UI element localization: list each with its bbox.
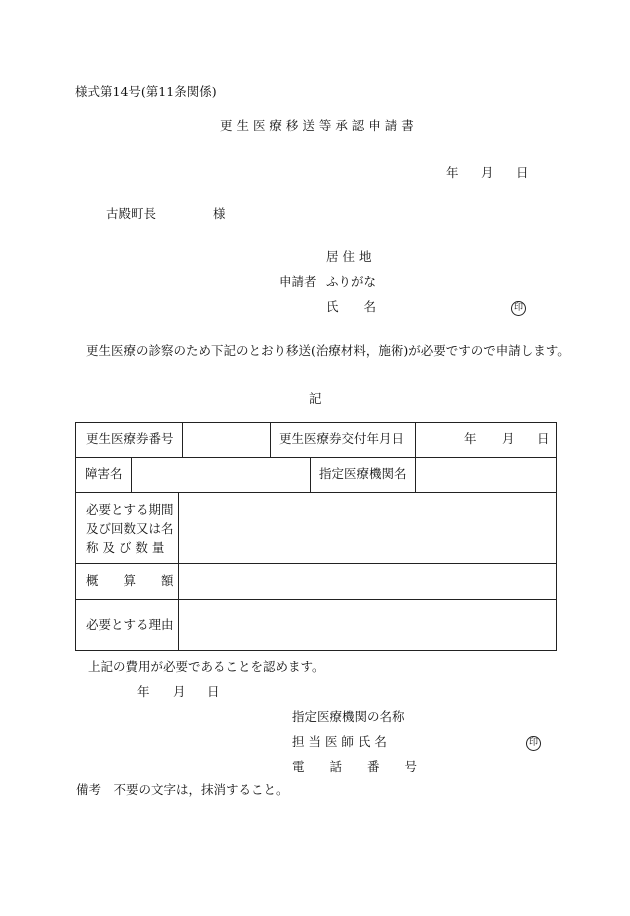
estimate-label: 概 算 額 <box>86 573 174 588</box>
voucher-date-day[interactable]: 日 <box>537 431 550 446</box>
doctor-seal-icon <box>526 735 541 751</box>
row-divider <box>75 457 557 458</box>
col-divider <box>131 457 132 492</box>
col-divider <box>415 457 416 492</box>
voucher-date-year[interactable]: 年 <box>464 431 477 446</box>
page-title: 更 生 医 療 移 送 等 承 認 申 請 書 <box>220 118 414 133</box>
period-label-line3: 称 及 び 数 量 <box>86 540 165 555</box>
addressee-honorific: 様 <box>213 206 226 221</box>
seal-mark: 印 <box>511 301 526 316</box>
period-label-line1: 必要とする期間 <box>86 502 174 517</box>
applicant-seal-icon <box>511 300 526 316</box>
voucher-no-label: 更生医療券番号 <box>86 431 174 446</box>
reason-label: 必要とする理由 <box>86 617 174 632</box>
col-divider <box>270 422 271 457</box>
col-divider <box>310 457 311 492</box>
applicant-label: 申請者 <box>279 274 317 289</box>
phone-label: 電 話 番 号 <box>292 759 418 774</box>
request-text: 更生医療の診察のため下記のとおり移送(治療材料，施術)が必要ですので申請します。 <box>86 343 570 358</box>
approval-year: 年 <box>137 684 150 699</box>
date-month: 月 <box>481 165 494 180</box>
date-year: 年 <box>446 165 459 180</box>
col-divider <box>178 492 179 650</box>
seal-mark: 印 <box>526 736 541 751</box>
details-table <box>75 422 557 651</box>
institution-name-label: 指定医療機関の名称 <box>292 709 405 724</box>
period-label-line2: 及び回数又は名 <box>86 521 174 536</box>
ki-label: 記 <box>309 391 322 406</box>
date-day: 日 <box>516 165 529 180</box>
table-border-bottom <box>75 650 557 651</box>
voucher-date-label: 更生医療券交付年月日 <box>279 431 405 446</box>
institution-label: 指定医療機関名 <box>319 466 407 481</box>
row-divider <box>75 492 557 493</box>
residence-label: 居 住 地 <box>326 249 372 264</box>
note: 備考 不要の文字は，抹消すること。 <box>76 782 289 797</box>
col-divider <box>182 422 183 457</box>
col-divider <box>415 422 416 457</box>
approval-text: 上記の費用が必要であることを認めます。 <box>88 659 325 674</box>
row-divider <box>75 563 557 564</box>
approval-day: 日 <box>207 684 220 699</box>
approval-month: 月 <box>173 684 186 699</box>
furigana-label: ふりがな <box>326 274 377 289</box>
row-divider <box>75 599 557 600</box>
form-number: 様式第14号(第11条関係) <box>75 84 217 99</box>
voucher-date-month[interactable]: 月 <box>502 431 515 446</box>
addressee-name: 古殿町長 <box>106 206 157 221</box>
name-label: 氏 名 <box>326 299 377 314</box>
table-border-top <box>75 422 557 423</box>
disability-label: 障害名 <box>85 466 123 481</box>
doctor-name-label: 担 当 医 師 氏 名 <box>292 734 387 749</box>
